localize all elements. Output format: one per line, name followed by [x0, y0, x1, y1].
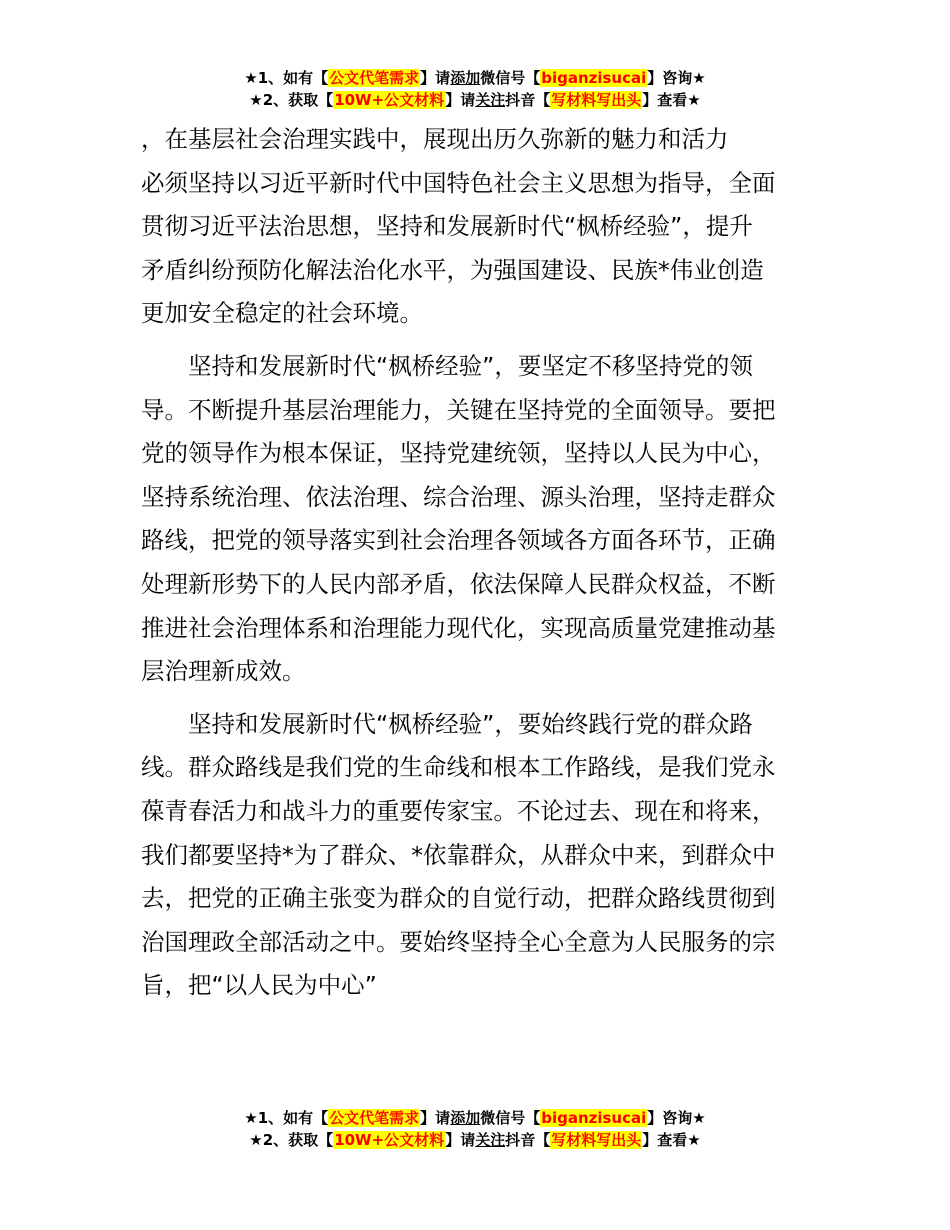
text-line: 去，把党的正确主张变为群众的自觉行动，把群众路线贯彻到: [141, 884, 776, 913]
text-line: 坚持和发展新时代“枫桥经验”，要坚定不移坚持党的领: [188, 351, 753, 380]
highlight-ghostwriting: 公文代笔需求: [329, 1109, 420, 1127]
banner-text: 】查看★: [642, 91, 701, 109]
text-line: 层治理新成效。: [141, 657, 306, 686]
banner-text-follow: 关注: [475, 1131, 506, 1149]
text-line: 旨，把“以人民为中心”: [141, 971, 377, 1000]
header-banner-line-2: [0, 89, 950, 111]
text-line: ，在基层社会治理实践中，展现出历久弥新的魅力和活力: [141, 125, 729, 153]
banner-text: 】咨询★: [647, 1109, 706, 1127]
banner-text-add: 添加: [450, 69, 481, 87]
banner-text: 】请: [420, 1109, 451, 1127]
banner-text: 】查看★: [642, 1131, 701, 1149]
paragraph-2: [141, 345, 816, 694]
banner-text: 】请: [445, 1131, 476, 1149]
text-line: 处理新形势下的人民内部矛盾，依法保障人民群众权益，不断: [141, 569, 776, 598]
footer-banner-line-2: [0, 1129, 950, 1151]
header-banner: [0, 67, 950, 111]
banner-text: ★1、如有【: [244, 1109, 329, 1127]
footer-banner-line-1: [0, 1107, 950, 1129]
paragraph-1: [141, 118, 816, 336]
text-line: 葆青春活力和战斗力的重要传家宝。不论过去、现在和将来，: [141, 796, 776, 825]
banner-text: 】咨询★: [647, 69, 706, 87]
text-line: 必须坚持以习近平新时代中国特色社会主义思想为指导，全面: [141, 168, 776, 197]
banner-text: 微信号【: [480, 1109, 541, 1127]
banner-text: 微信号【: [480, 69, 541, 87]
highlight-materials: 10W+公文材料: [334, 91, 445, 109]
banner-text: ★2、获取【: [249, 1131, 334, 1149]
document-body: [141, 118, 816, 1017]
text-line: 导。不断提升基层治理能力，关键在坚持党的全面领导。要把: [141, 395, 776, 424]
highlight-douyin-account: 写材料写出头: [551, 91, 642, 109]
text-line: 路线，把党的领导落实到社会治理各领域各方面各环节，正确: [141, 526, 776, 555]
text-line: 坚持和发展新时代“枫桥经验”，要始终践行党的群众路: [188, 709, 753, 738]
text-line: 矛盾纠纷预防化解法治化水平，为强国建设、民族*伟业创造: [141, 255, 764, 284]
highlight-douyin-account: 写材料写出头: [551, 1131, 642, 1149]
banner-text: 】请: [445, 91, 476, 109]
highlight-wechat-id: biganzisucai: [541, 1109, 647, 1127]
banner-text: 抖音【: [505, 91, 551, 109]
text-line: 贯彻习近平法治思想，坚持和发展新时代“枫桥经验”，提升: [141, 212, 753, 241]
banner-text: ★1、如有【: [244, 69, 329, 87]
text-line: 治国理政全部活动之中。要始终坚持全心全意为人民服务的宗: [141, 927, 776, 956]
text-line: 线。群众路线是我们党的生命线和根本工作路线，是我们党永: [141, 753, 776, 782]
highlight-materials: 10W+公文材料: [334, 1131, 445, 1149]
text-line: 党的领导作为根本保证，坚持党建统领，坚持以人民为中心，: [141, 439, 776, 468]
text-line: 推进社会治理体系和治理能力现代化，实现高质量党建推动基: [141, 613, 776, 642]
banner-text: 抖音【: [505, 1131, 551, 1149]
banner-text: ★2、获取【: [249, 91, 334, 109]
text-line: 我们都要坚持*为了群众、*依靠群众，从群众中来，到群众中: [141, 840, 776, 869]
highlight-wechat-id: biganzisucai: [541, 69, 647, 87]
header-banner-line-1: [0, 67, 950, 89]
text-line: 坚持系统治理、依法治理、综合治理、源头治理，坚持走群众: [141, 482, 776, 511]
banner-text-follow: 关注: [475, 91, 506, 109]
paragraph-3: [141, 703, 816, 1008]
banner-text: 】请: [420, 69, 451, 87]
footer-banner: [0, 1107, 950, 1151]
highlight-ghostwriting: 公文代笔需求: [329, 69, 420, 87]
banner-text-add: 添加: [450, 1109, 481, 1127]
text-line: 更加安全稳定的社会环境。: [141, 299, 423, 328]
